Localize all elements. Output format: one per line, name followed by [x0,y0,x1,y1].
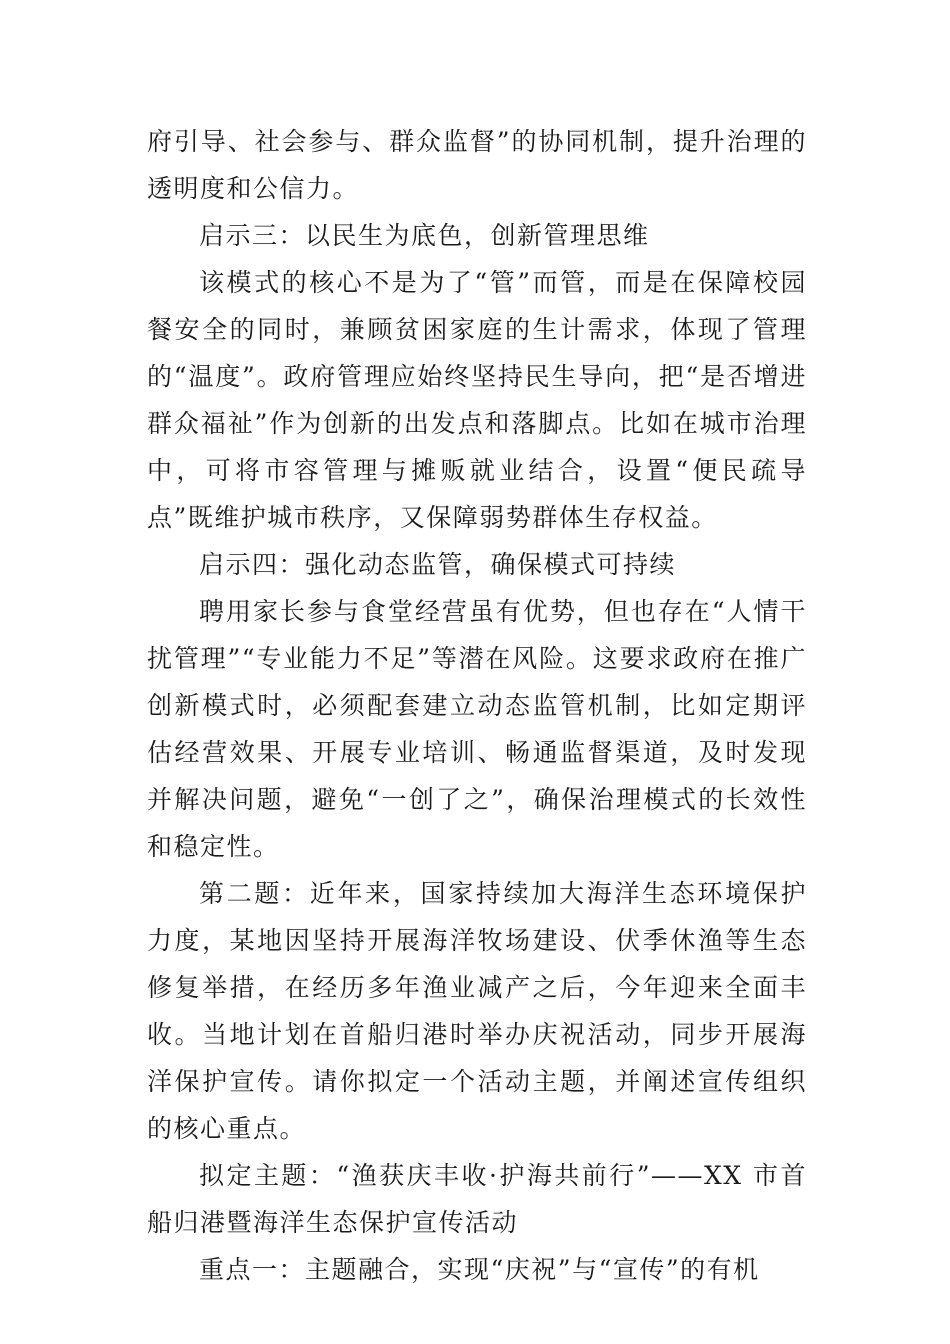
paragraph-insight-four-body: 聘用家长参与食堂经营虽有优势，但也存在“人情干扰管理”“专业能力不足”等潜在风险。这要求政府在推广创新模式时，必须配套建立动态监管机制，比如定期评估经营效果、开展专业培训、畅通监督渠道，及时发现并解决问题，避免“一创了之”，确保治理模式的长效性和稳定性。 [147,597,807,861]
paragraph-question-two: 第二题：近年来，国家持续加大海洋生态环境保护力度，某地因坚持开展海洋牧场建设、伏季休渔等生态修复举措，在经历多年渔业减产之后，今年迎来全面丰收。当地计划在首船归港时举办庆祝活动，同步开展海洋保护宣传。请你拟定一个活动主题，并阐述宣传组织的核心重点。 [147,879,807,1143]
paragraph-continuation: 府引导、社会参与、群众监督”的协同机制，提升治理的透明度和公信力。 [147,127,807,203]
paragraph-key-point-one: 重点一：主题融合，实现“庆祝”与“宣传”的有机 [199,1255,760,1284]
heading-insight-three: 启示三：以民生为底色，创新管理思维 [199,221,650,250]
paragraph-proposed-theme: 拟定主题：“渔获庆丰收·护海共前行”——XX 市首船归港暨海洋生态保护宣传活动 [147,1161,807,1237]
paragraph-insight-three-body: 该模式的核心不是为了“管”而管，而是在保障校园餐安全的同时，兼顾贫困家庭的生计需求，体现了管理的“温度”。政府管理应始终坚持民生导向，把“是否增进群众福祉”作为创新的出发点和落脚点。比如在城市治理中，可将市容管理与摊贩就业结合，设置“便民疏导点”既维护城市秩序，又保障弱势群体生存权益。 [147,268,807,532]
heading-insight-four: 启示四：强化动态监管，确保模式可持续 [199,550,677,579]
document-body [147,118,807,1293]
